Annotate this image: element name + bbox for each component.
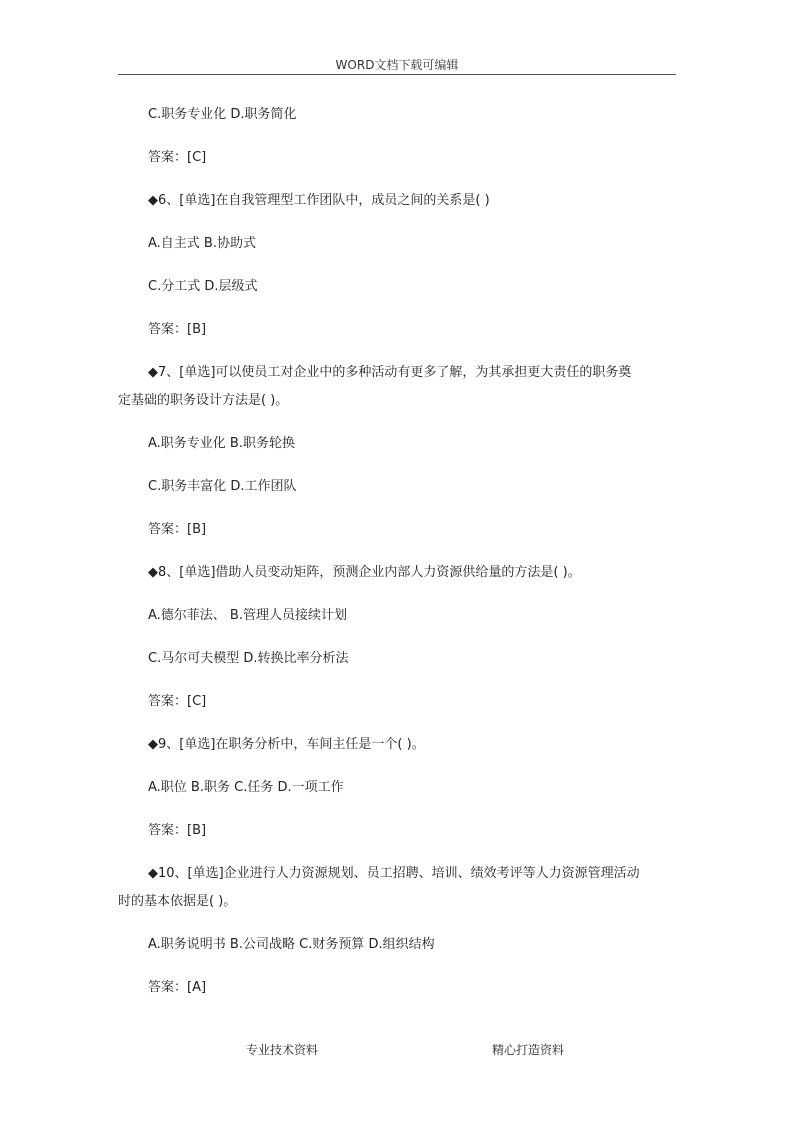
answer-line: 答案：[B] <box>148 823 207 838</box>
answer-line: 答案：[C] <box>148 694 207 709</box>
option-line: C.分工式 D.层级式 <box>148 279 258 294</box>
answer-line: 答案：[A] <box>148 980 207 995</box>
answer-line: 答案：[C] <box>148 150 207 165</box>
option-line: C.职务专业化 D.职务简化 <box>148 107 297 122</box>
option-line: C.职务丰富化 D.工作团队 <box>148 479 297 494</box>
option-line: C.马尔可夫模型 D.转换比率分析法 <box>148 651 349 666</box>
option-line: A.德尔菲法、 B.管理人员接续计划 <box>148 608 347 623</box>
question-line: ◆9、[单选]在职务分析中，车间主任是一个( )。 <box>148 737 425 752</box>
question-line-continued: 定基础的职务设计方法是( )。 <box>118 393 289 408</box>
question-line: ◆6、[单选]在自我管理型工作团队中，成员之间的关系是( ) <box>148 193 490 208</box>
question-line: ◆8、[单选]借助人员变动矩阵，预测企业内部人力资源供给量的方法是( )。 <box>148 565 581 580</box>
option-line: A.职务专业化 B.职务轮换 <box>148 436 295 451</box>
question-line: ◆10、[单选]企业进行人力资源规划、员工招聘、培训、绩效考评等人力资源管理活动 <box>148 866 640 881</box>
option-line: A.职务说明书 B.公司战略 C.财务预算 D.组织结构 <box>148 937 435 952</box>
question-line-continued: 时的基本依据是( )。 <box>118 894 237 909</box>
header-text: WORD文档下载可编辑 <box>335 58 459 72</box>
option-line: A.自主式 B.协助式 <box>148 236 256 251</box>
page-header <box>118 56 676 75</box>
answer-line: 答案：[B] <box>148 522 207 537</box>
option-line: A.职位 B.职务 C.任务 D.一项工作 <box>148 780 344 795</box>
question-line: ◆7、[单选]可以使员工对企业中的多种活动有更多了解，为其承担更大责任的职务奠 <box>148 365 632 380</box>
answer-line: 答案：[B] <box>148 322 207 337</box>
footer-left-text: 专业技术资料 <box>246 1043 319 1057</box>
footer-right-text: 精心打造资料 <box>492 1043 565 1057</box>
